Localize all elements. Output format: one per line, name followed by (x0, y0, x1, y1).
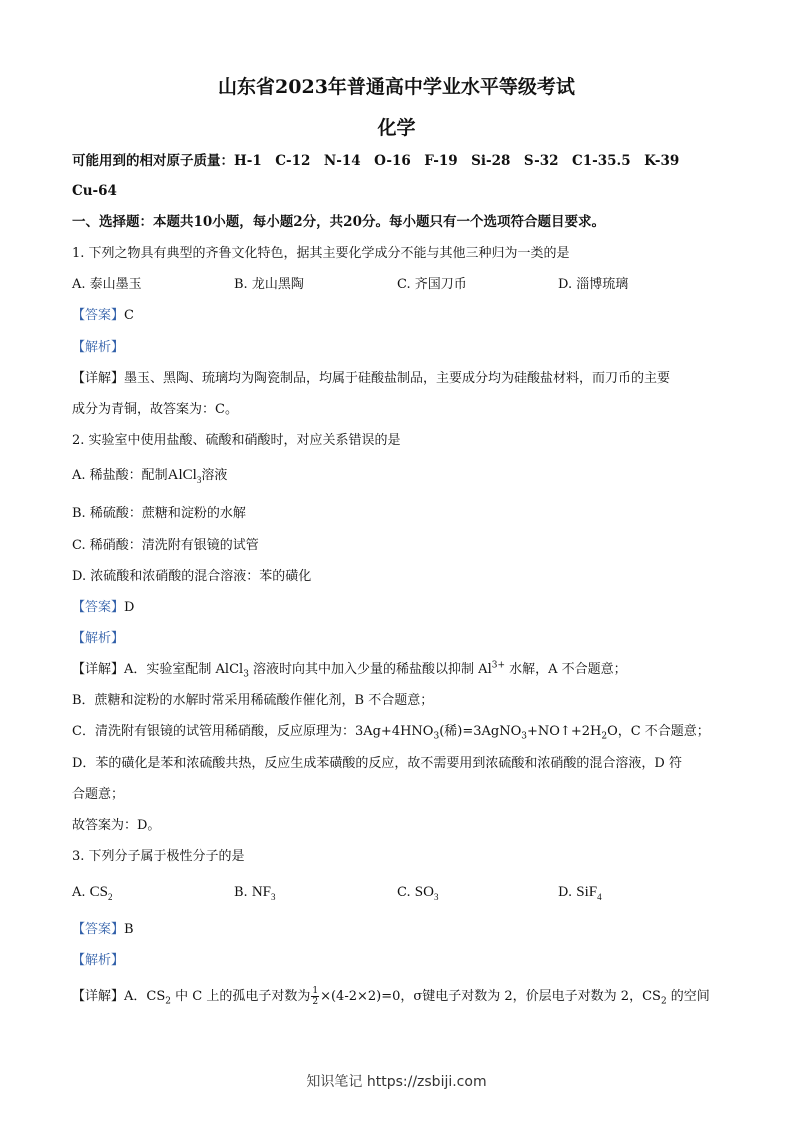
footer-watermark: 知识笔记 https://zsbiji.com (306, 1074, 487, 1090)
q2-det-c-sub2: 3 (521, 731, 527, 742)
q1-stem: 1. 下列之物具有典型的齐鲁文化特色，据其主要化学成分不能与其他三种归为一类的是 (72, 246, 570, 261)
q3-det-1: A．CS (124, 989, 166, 1004)
q3-det-4: 的空间 (666, 989, 710, 1004)
alcl3-formula: AlCl (167, 467, 197, 483)
q2-detail-c (72, 723, 710, 741)
atomic-masses-line-1: 可能用到的相对原子质量：H-1 C-12 N-14 O-16 F-19 Si-28 S-32 C1-35.5 K-39 (72, 153, 680, 169)
q2-option-d: D. 浓硫酸和浓硝酸的混合溶液：苯的磺化 (72, 569, 312, 584)
q2-detail-b: B．蔗糖和淀粉的水解时常采用稀硫酸作催化剂，B 不合题意； (72, 693, 434, 708)
q3-answer (72, 921, 134, 939)
answer-label: 【答案】 (72, 600, 125, 615)
q3-option-d (558, 883, 602, 902)
q1-detail-line-1 (72, 370, 670, 388)
answer-label: 【答案】 (72, 922, 125, 937)
q2-option-a-suffix: 溶液 (201, 468, 228, 483)
q1-option-a: A. 泰山墨玉 (72, 277, 142, 292)
q2-det-c-sub1: 3 (433, 731, 440, 742)
fraction-numerator: 1 (312, 986, 319, 996)
alcl3-subscript: 3 (196, 475, 202, 485)
q2-option-a-prefix: A. 稀盐酸：配制 (72, 468, 168, 483)
q2-detail-a (72, 661, 627, 679)
q3-analysis-label: 【解析】 (72, 953, 125, 968)
q3-option-a-formula (90, 884, 113, 900)
q3-det-2: 中 C 上的孤电子对数为 (171, 989, 311, 1004)
q1-analysis-label: 【解析】 (72, 340, 125, 355)
q3-option-b-formula (252, 884, 276, 900)
nf3-subscript: 3 (271, 892, 276, 902)
q3-option-b-letter: B. (234, 885, 248, 900)
q2-det-c-2: (稀)=3AgNO (439, 724, 522, 739)
q3-det-sub1: 2 (165, 996, 171, 1007)
q1-option-b: B. 龙山黑陶 (234, 277, 304, 292)
q3-stem: 3. 下列分子属于极性分子的是 (72, 849, 245, 864)
q2-det-a-sub: 3 (243, 669, 249, 680)
q1-answer (72, 307, 134, 325)
one-half-fraction (311, 986, 319, 1007)
q3-detail-a (72, 986, 710, 1007)
atomic-masses-line-2: Cu-64 (72, 183, 117, 199)
q2-option-a-formula (168, 467, 202, 483)
q3-det-3: ×(4-2×2)=0，σ键电子对数为 2，价层电子对数为 2，CS (320, 989, 661, 1004)
q3-option-a-letter: A. (72, 885, 86, 900)
q1-detail-line-2: 成分为青铜，故答案为：C。 (72, 402, 238, 417)
q2-detail-d-1: D．苯的磺化是苯和浓硫酸共热，反应生成苯磺酸的反应，故不需要用到浓硫酸和浓硝酸的混合溶液，D 符 (72, 756, 682, 771)
fraction-denominator: 2 (312, 997, 319, 1007)
q2-det-a-2: 溶液时向其中加入少量的稀盐酸以抑制 Al (248, 662, 492, 677)
q2-det-c-1: C．清洗附有银镜的试管用稀硝酸，反应原理为：3Ag+4HNO (72, 724, 434, 739)
so3-subscript: 3 (433, 892, 439, 902)
q1-option-c: C. 齐国刀币 (397, 277, 467, 292)
q3-option-a (72, 883, 113, 902)
answer-label: 【答案】 (72, 308, 125, 323)
q2-det-c-4: O，C 不合题意； (607, 724, 710, 739)
cs2-subscript: 2 (108, 892, 113, 902)
q2-det-c-3: +NO↑+2H (527, 724, 602, 739)
nf3-formula: NF (251, 884, 272, 900)
q2-detail-d-2: 合题意； (72, 787, 125, 802)
q2-analysis-label: 【解析】 (72, 631, 125, 646)
q3-option-c-letter: C. (397, 885, 411, 900)
subject-title: 化学 (377, 117, 416, 139)
q1-detail-text-1: 墨玉、黑陶、琉璃均为陶瓷制品，均属于硅酸盐制品，主要成分均为硅酸盐材料，而刀币的主要 (124, 371, 671, 386)
q2-stem: 2. 实验室中使用盐酸、硫酸和硝酸时，对应关系错误的是 (72, 433, 401, 448)
q3-answer-value: B (124, 922, 134, 937)
q2-option-a (72, 466, 227, 485)
sif4-subscript: 4 (597, 892, 602, 902)
q3-option-d-formula (576, 884, 601, 900)
q3-det-sub2: 2 (660, 996, 667, 1007)
q2-det-a-3: 水解，A 不合题意； (505, 662, 627, 677)
exam-title: 山东省2023年普通高中学业水平等级考试 (218, 76, 575, 98)
q2-det-c-sub3: 2 (601, 731, 608, 742)
q3-option-b (234, 883, 276, 902)
so3-formula: SO (414, 884, 434, 900)
q2-conclusion: 故答案为：D。 (72, 818, 161, 833)
detail-label: 【详解】 (72, 662, 125, 677)
q2-answer (72, 599, 134, 617)
q2-option-c: C. 稀硝酸：清洗附有银镜的试管 (72, 538, 259, 553)
detail-label: 【详解】 (72, 371, 125, 386)
detail-label: 【详解】 (72, 989, 125, 1004)
cs2-formula: CS (89, 884, 109, 900)
section-header: 一、选择题：本题共10小题，每小题2分，共20分。每小题只有一个选项符合题目要求。 (72, 214, 605, 230)
q3-option-c (397, 883, 438, 902)
q1-option-d: D. 淄博琉璃 (558, 277, 629, 292)
q3-option-c-formula (415, 884, 439, 900)
q2-answer-value: D (124, 600, 135, 615)
q1-answer-value: C (124, 308, 134, 323)
sif4-formula: SiF (576, 884, 598, 900)
q2-option-b: B. 稀硫酸：蔗糖和淀粉的水解 (72, 506, 246, 521)
q2-det-a-sup: 3+ (491, 660, 506, 671)
q2-det-a-1: A．实验室配制 AlCl (124, 662, 244, 677)
q3-option-d-letter: D. (558, 885, 573, 900)
